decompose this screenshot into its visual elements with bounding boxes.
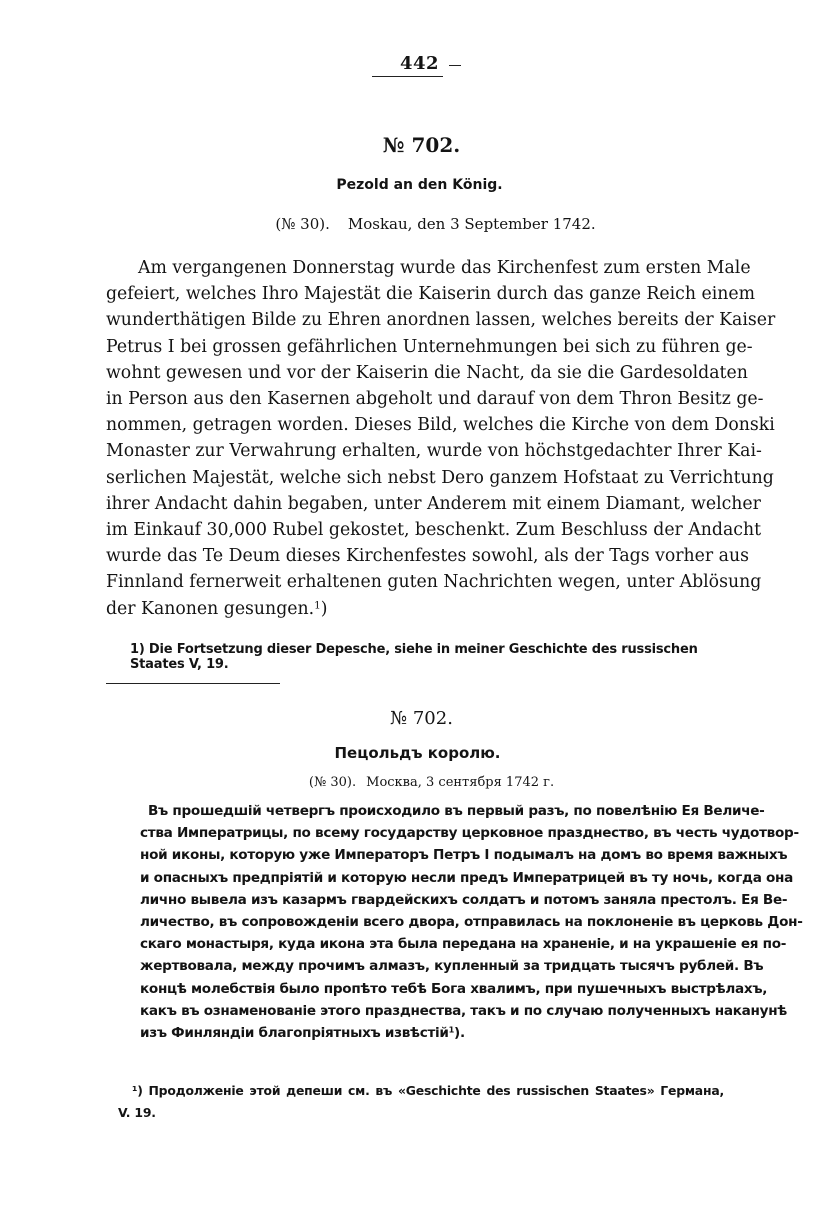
german-line-last <box>106 596 730 622</box>
russian-line: ства Императрицы, по всему государству церковное празднество, въ честь чудотвор- <box>140 825 799 842</box>
russian-body <box>140 800 803 1044</box>
german-line: nommen, getragen worden. Dieses Bild, welches die Kirche von dem Donski <box>106 415 775 436</box>
german-footnote-marker: 1 <box>314 598 321 611</box>
german-dateline-ref: (№ 30). <box>275 215 330 233</box>
russian-line: концѣ молебствія было пропѣто тебѣ Бога хвалимъ, при пушечныхъ выстрѣлахъ, <box>140 980 768 997</box>
german-dateline-place-date: Moskau, den 3 September 1742. <box>347 215 596 233</box>
russian-line-last-text: изъ Финляндіи благопріятныхъ извѣстій <box>140 1025 449 1042</box>
russian-footnote-close: ). <box>454 1025 465 1042</box>
russian-footnote-line: ¹) Продолженіе этой депеши см. въ «Geschichte des russischen Staates» Германа, <box>132 1083 724 1098</box>
russian-line: и опасныхъ предпріятій и которую несли предъ Императрицей въ ту ночь, когда она <box>140 869 794 886</box>
german-title: Pezold an den König. <box>336 177 503 193</box>
german-line: wohnt gewesen und vor der Kaiserin die Nacht, da sie die Gardesoldaten <box>106 362 748 383</box>
german-line: Am vergangenen Donnerstag wurde das Kirchenfest zum ersten Male <box>138 258 751 278</box>
russian-line: личество, въ сопровожденіи всего двора, отправилась на поклоненіе въ церковь Дон- <box>140 914 803 931</box>
russian-footnote-line: V. 19. <box>118 1105 156 1120</box>
german-body <box>106 255 776 622</box>
page-number-dash <box>449 65 461 66</box>
russian-line: какъ въ ознаменованіе этого празднества, такъ и по случаю полученныхъ наканунѣ <box>140 1002 787 1019</box>
russian-footnote <box>118 1080 724 1124</box>
page-number-value: 442 <box>372 53 443 77</box>
german-dateline <box>0 215 831 233</box>
german-line: wunderthätigen Bilde zu Ehren anordnen lassen, welches bereits der Kaiser <box>106 310 776 331</box>
german-line: Finnland fernerweit erhaltenen guten Nachrichten wegen, unter Ablösung <box>106 572 762 593</box>
russian-title: Пецольдъ королю. <box>334 744 501 762</box>
russian-dateline-place-date: Москва, 3 сентября 1742 г. <box>366 775 555 790</box>
german-document-number: № 702. <box>382 133 461 157</box>
german-line: im Einkauf 30,000 Rubel gekostet, beschenkt. Zum Beschluss der Andacht <box>106 520 762 541</box>
russian-line-last <box>140 1022 724 1044</box>
russian-document-number: № 702. <box>390 708 453 729</box>
german-line: Petrus I bei grossen gefährlichen Unternehmungen bei sich zu führen ge- <box>106 336 753 357</box>
russian-line: скаго монастыря, куда икона эта была передана на храненіе, и на украшеніе ея по- <box>140 936 787 953</box>
russian-dateline <box>0 775 831 790</box>
german-line: Monaster zur Verwahrung erhalten, wurde von höchstgedachter Ihrer Kai- <box>106 441 762 462</box>
russian-line: Въ прошедшій четвергъ происходило въ первый разъ, по повелѣнію Ея Величе- <box>148 803 765 819</box>
russian-line: лично вывела изъ казармъ гвардейскихъ солдатъ и потомъ заняла престолъ. Ея Ве- <box>140 891 788 908</box>
german-line: serlichen Majestät, welche sich nebst Dero ganzem Hofstaat zu Verrichtung <box>106 467 774 488</box>
german-line: wurde das Te Deum dieses Kirchenfestes sowohl, als der Tags vorher aus <box>106 546 749 567</box>
german-line: in Person aus den Kasernen abgeholt und darauf von dem Thron Besitz ge- <box>106 389 764 410</box>
german-footnote: 1) Die Fortsetzung dieser Depesche, siehe in meiner Geschichte des russischen Staates V, 19. <box>130 642 698 672</box>
russian-dateline-ref: (№ 30). <box>308 775 357 790</box>
page-number <box>372 53 462 77</box>
section-divider <box>106 683 280 684</box>
german-footnote-close: ) <box>320 598 328 619</box>
russian-line: жертвовала, между прочимъ алмазъ, купленный за тридцать тысячъ рублей. Въ <box>140 958 764 975</box>
german-line: gefeiert, welches Ihro Majestät die Kaiserin durch das ganze Reich einem <box>106 284 755 305</box>
russian-line: ной иконы, которую уже Императоръ Петръ I подымалъ на домъ во время важныхъ <box>140 847 788 864</box>
russian-footnote-marker: 1 <box>448 1024 455 1035</box>
german-line-last-text: der Kanonen gesungen. <box>106 598 315 619</box>
german-line: ihrer Andacht dahin begaben, unter Anderem mit einem Diamant, welcher <box>106 493 761 514</box>
